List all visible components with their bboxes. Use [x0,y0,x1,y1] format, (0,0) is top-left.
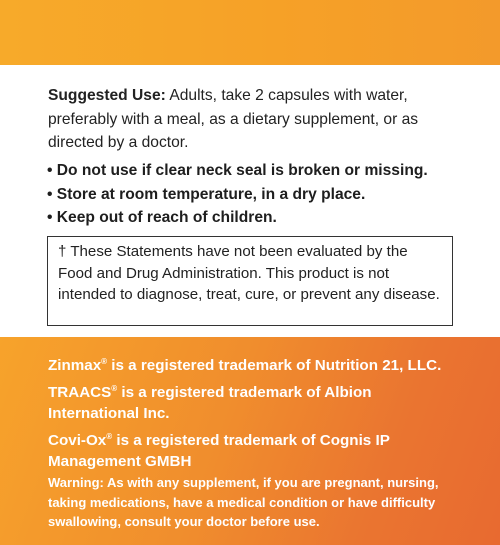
registered-mark: ® [101,357,108,366]
trademark-traacs [48,378,448,424]
trademark-zinmax [48,351,488,376]
fda-disclaimer-box: † These Statements have not been evaluated by the Food and Drug Administration. This product is not intended to diagnose, treat, cure, or prevent any disease. [47,236,453,326]
trademark-statement: is a registered trademark of Cognis IP Management GMBH [48,432,390,470]
trademark-brand: Zinmax [48,357,102,374]
trademark-statement: is a registered trademark of Albion International Inc. [48,384,372,422]
caution-item-seal: • Do not use if clear neck seal is broken or missing. [47,162,428,179]
trademark-brand: TRAACS [48,384,112,401]
caution-item-storage: • Store at room temperature, in a dry place. [47,185,366,203]
supplement-warning: Warning: As with any supplement, if you are pregnant, nursing, taking medications, have a medical condition or have difficulty swallowing, consult your doctor before use. [48,475,439,529]
caution-list [47,159,428,230]
suggested-use-paragraph [48,84,468,155]
trademark-statement: is a registered trademark of Nutrition 21, LLC. [107,357,442,374]
caution-item-children: • Keep out of reach of children. [47,209,277,226]
registered-mark: ® [106,432,113,441]
trademark-covi-ox [48,426,468,472]
suggested-use-text: Adults, take 2 capsules with water, preferably with a meal, as a dietary supplement, or as directed by a doctor. [48,87,419,151]
top-orange-band [0,0,500,65]
trademark-brand: Covi-Ox [48,432,107,449]
registered-mark: ® [111,384,118,393]
suggested-use-label: Suggested Use: [48,87,166,104]
